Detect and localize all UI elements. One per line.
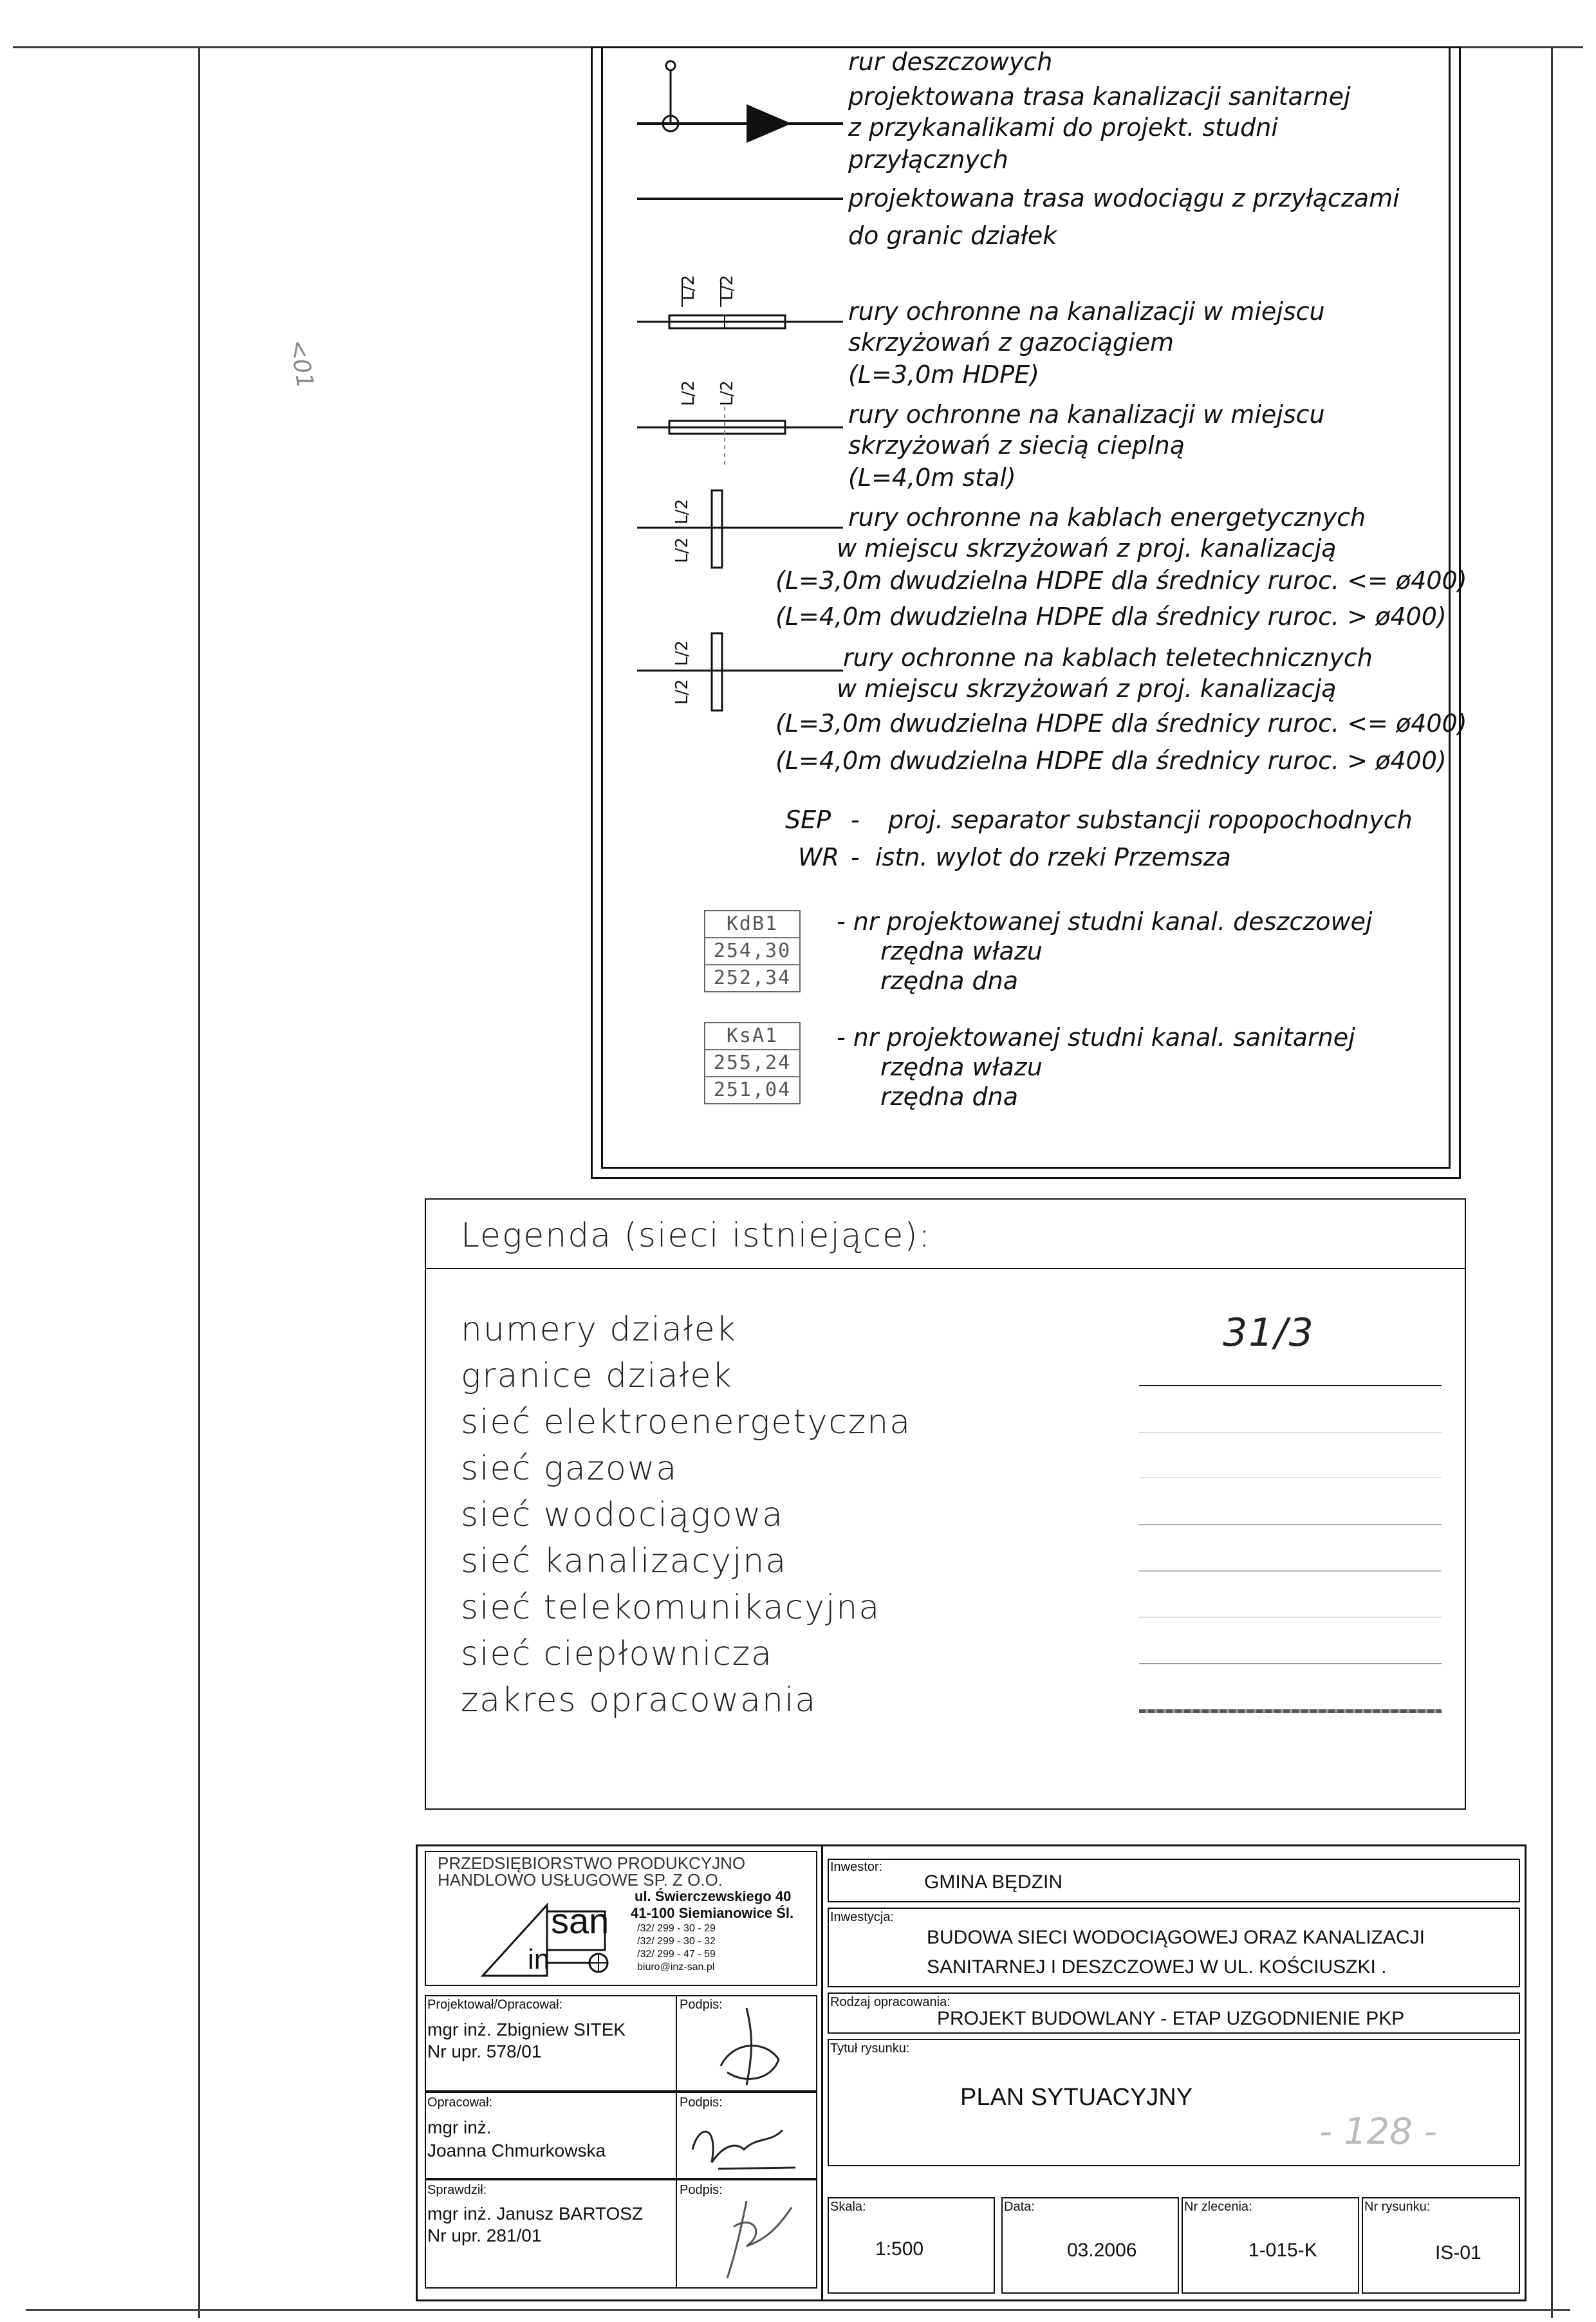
well-ksa1-desc-2: rzędna włazu	[880, 1053, 1043, 1081]
order-label: Nr zlecenia:	[1184, 2200, 1252, 2214]
leg-san-1: projektowana trasa kanalizacji sanitarnej	[848, 82, 1351, 111]
telecom-casing-label-b: L/2	[672, 679, 692, 705]
well-kdb1-top: 254,30	[705, 938, 799, 965]
leg-gas-2: skrzyżowań z gazociągiem	[848, 328, 1174, 357]
sample-line-sewer	[1139, 1570, 1442, 1572]
power-casing-label-a: L/2	[672, 499, 692, 525]
heat-casing-label-b: L/2	[717, 380, 737, 406]
prepared-label: Opracował:	[427, 2095, 493, 2110]
company-phone-2: /32/ 299 - 30 - 32	[637, 1936, 716, 1947]
sanitary-route-icon	[637, 61, 843, 143]
drawing-no-label: Nr rysunku:	[1364, 2200, 1431, 2214]
sample-line-parcel-border	[1139, 1385, 1442, 1386]
leg-existing-8: sieć ciepłownicza	[461, 1635, 773, 1673]
investment-line2: SANITARNEJ I DESZCZOWEJ W UL. KOŚCIUSZKI .	[927, 1956, 1387, 1978]
well-ksa1-desc-3: rzędna dna	[880, 1082, 1019, 1111]
logo-text: san	[551, 1900, 609, 1941]
tb-split	[821, 1844, 823, 2301]
prepared-sign-label: Podpis:	[680, 2095, 723, 2110]
investment-label: Inwestycja:	[830, 1910, 894, 1924]
scale-value: 1:500	[875, 2238, 924, 2260]
company-name-2: HANDLOWO USŁUGOWE SP. Z O.O.	[438, 1870, 723, 1890]
leg-tel-2: w miejscu skrzyżowań z proj. kanalizacją	[837, 674, 1337, 703]
company-city: 41-100 Siemianowice Śl.	[631, 1905, 794, 1921]
leg-heat-2: skrzyżowań z siecią cieplną	[848, 431, 1185, 460]
casing-power-icon	[637, 490, 843, 568]
investor-value: GMINA BĘDZIN	[924, 1872, 1063, 1893]
frame-left-line	[198, 46, 200, 2318]
type-label: Rodzaj opracowania:	[830, 1995, 951, 2009]
designer-signature	[708, 2002, 798, 2092]
drawing-title-handwritten: - 128 -	[1319, 2111, 1437, 2153]
designer-sign-label: Podpis:	[680, 1998, 723, 2012]
well-kdb1-bottom: 252,34	[713, 967, 792, 989]
legend-existing-title: Legenda (sieci istniejące):	[461, 1216, 932, 1255]
power-casing-label-b: L/2	[672, 537, 692, 563]
company-email: biuro@inz-san.pl	[637, 1962, 715, 1973]
leg-san-3: przyłącznych	[848, 145, 1008, 174]
leg-rain-1: rur deszczowych	[848, 48, 1053, 76]
sep-dash: -	[851, 806, 860, 834]
leg-existing-7: sieć telekomunikacyjna	[461, 1588, 881, 1627]
date-value: 03.2006	[1067, 2240, 1137, 2261]
heat-casing-label-a: L/2	[678, 380, 698, 406]
well-kdb1-desc-3: rzędna dna	[880, 967, 1019, 995]
casing-heat-icon	[637, 407, 843, 465]
leg-tel-4: (L=4,0m dwudzielna HDPE dla średnicy ruroc. > ø400)	[775, 747, 1447, 775]
scale-label: Skala:	[830, 2200, 866, 2214]
company-phone-1: /32/ 299 - 30 - 29	[637, 1923, 716, 1934]
well-kdb1-desc-1: - nr projektowanej studni kanal. deszczowej	[837, 907, 1373, 936]
telecom-casing-label-a: L/2	[672, 640, 692, 666]
leg-tel-1: rury ochronne na kablach teletechnicznych	[843, 644, 1373, 672]
sample-line-heating	[1139, 1663, 1442, 1664]
wr-desc: istn. wylot do rzeki Przemsza	[875, 843, 1231, 871]
investor-label: Inwestor:	[830, 1860, 883, 1874]
leg-existing-2: granice działek	[461, 1357, 733, 1395]
frame-right-line	[1551, 46, 1553, 2318]
prepared-line1: mgr inż.	[427, 2117, 492, 2137]
leg-power-4: (L=4,0m dwudzielna HDPE dla średnicy ruroc. > ø400)	[775, 602, 1447, 631]
sample-line-gas	[1139, 1477, 1442, 1478]
logo-sub: in	[528, 1944, 550, 1975]
order-value: 1-015-K	[1248, 2240, 1317, 2261]
sep-desc: proj. separator substancji ropopochodnych	[888, 806, 1413, 834]
leg-existing-1: numery działek	[461, 1310, 737, 1349]
investment-line1: BUDOWA SIECI WODOCIĄGOWEJ ORAZ KANALIZACJI	[927, 1927, 1425, 1948]
leg-gas-3: (L=3,0m HDPE)	[848, 360, 1039, 389]
checked-label: Sprawdził:	[427, 2183, 487, 2197]
drawing-title-value: PLAN SYTUACYJNY	[960, 2084, 1193, 2111]
checked-sign-label: Podpis:	[680, 2183, 723, 2197]
sample-line-scope	[1139, 1709, 1442, 1713]
legend-existing-title-sep	[425, 1268, 1466, 1269]
sep-abbr: SEP	[785, 806, 831, 834]
type-value: PROJEKT BUDOWLANY - ETAP UZGODNIENIE PKP	[937, 2008, 1405, 2029]
casing-telecom-icon	[637, 633, 843, 711]
drawing-title-label: Tytuł rysunku:	[830, 2041, 910, 2056]
well-ksa1-bottom: 251,04	[713, 1079, 792, 1101]
leg-water-1: projektowana trasa wodociągu z przyłączami	[848, 184, 1400, 212]
checked-license: Nr upr. 281/01	[427, 2225, 542, 2245]
sample-line-water	[1139, 1524, 1442, 1525]
leg-existing-3: sieć elektroenergetyczna	[461, 1403, 912, 1442]
leg-power-1: rury ochronne na kablach energetycznych	[848, 503, 1366, 532]
checked-signature	[695, 2188, 798, 2285]
sample-line-electric	[1139, 1432, 1442, 1433]
leg-existing-5: sieć wodociągowa	[461, 1496, 784, 1534]
well-kdb1-box	[704, 910, 801, 992]
designer-name: mgr inż. Zbigniew SITEK	[427, 2020, 626, 2039]
designer-license: Nr upr. 578/01	[427, 2041, 542, 2061]
leg-existing-4: sieć gazowa	[461, 1449, 678, 1488]
company-name-1: PRZEDSIĘBIORSTWO PRODUKCYJNO	[438, 1853, 746, 1873]
well-ksa1-box	[704, 1022, 801, 1104]
sample-line-telecom	[1139, 1617, 1442, 1618]
company-street: ul. Świerczewskiego 40	[635, 1888, 792, 1904]
well-ksa1-top: 255,24	[705, 1050, 799, 1077]
leg-power-2: w miejscu skrzyżowań z proj. kanalizacją	[837, 534, 1337, 562]
leg-water-2: do granic działek	[848, 221, 1057, 250]
leg-tel-3: (L=3,0m dwudzielna HDPE dla średnicy ruroc. <= ø400)	[775, 709, 1467, 738]
company-phone-3: /32/ 299 - 47 - 59	[637, 1949, 716, 1960]
gas-casing-label-a: L/2	[678, 275, 698, 301]
designer-label: Projektował/Opracował:	[427, 1998, 563, 2012]
well-kdb1-id: KdB1	[705, 911, 799, 938]
prepared-signature	[680, 2111, 808, 2175]
parcel-number-sample: 31/3	[1223, 1310, 1315, 1355]
leg-heat-1: rury ochronne na kanalizacji w miejscu	[848, 400, 1325, 429]
leg-san-2: z przykanalikami do projekt. studni	[848, 113, 1278, 142]
leg-existing-6: sieć kanalizacyjna	[461, 1542, 788, 1581]
gas-casing-label-b: L/2	[717, 275, 737, 301]
page-bottom-line	[26, 2309, 1570, 2311]
well-ksa1-id: KsA1	[705, 1023, 799, 1050]
casing-gas-icon	[637, 283, 843, 328]
well-ksa1-desc-1: - nr projektowanej studni kanal. sanitarnej	[837, 1023, 1355, 1052]
well-kdb1-desc-2: rzędna włazu	[880, 937, 1043, 965]
leg-power-3: (L=3,0m dwudzielna HDPE dla średnicy ruroc. <= ø400)	[775, 566, 1467, 595]
leg-existing-9: zakres opracowania	[461, 1681, 817, 1720]
leg-heat-3: (L=4,0m stal)	[848, 463, 1016, 492]
wr-abbr: WR	[798, 843, 839, 871]
margin-note: <01	[284, 337, 319, 391]
wr-dash: -	[851, 843, 860, 871]
prepared-line2: Joanna Chmurkowska	[427, 2141, 606, 2160]
leg-gas-1: rury ochronne na kanalizacji w miejscu	[848, 297, 1325, 326]
date-label: Data:	[1004, 2200, 1035, 2214]
checked-name: mgr inż. Janusz BARTOSZ	[427, 2204, 644, 2224]
drawing-no-value: IS-01	[1435, 2242, 1481, 2263]
